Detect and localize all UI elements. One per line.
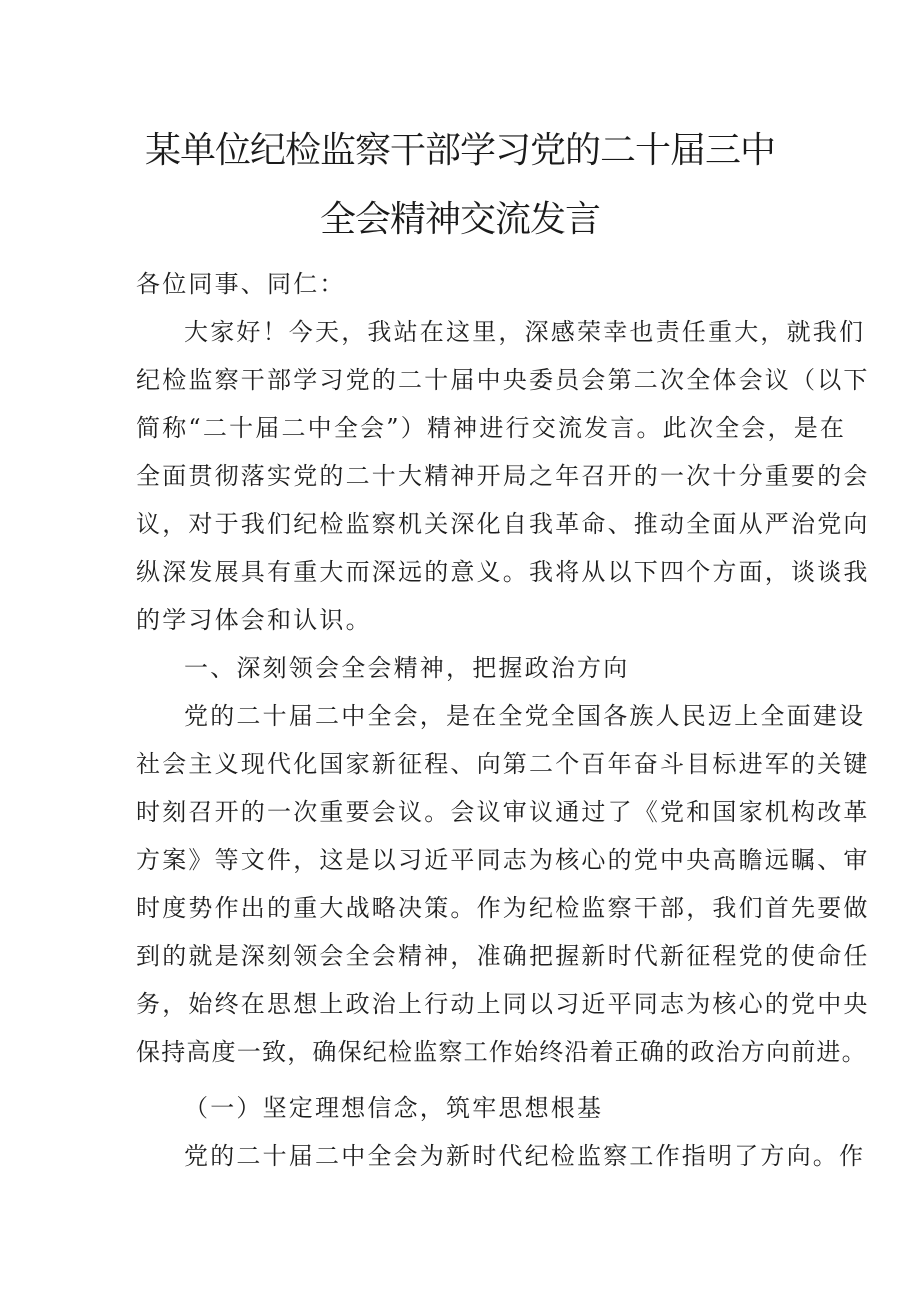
paragraph-line: 党的二十届二中全会，是在全党全国各族人民迈上全面建设 bbox=[184, 702, 866, 730]
paragraph-line: 时度势作出的重大战略决策。作为纪检监察干部，我们首先要做 bbox=[136, 894, 870, 922]
paragraph-line: 务，始终在思想上政治上行动上同以习近平同志为核心的党中央 bbox=[136, 990, 870, 1018]
paragraph-line: 到的就是深刻领会全会精神，准确把握新时代新征程党的使命任 bbox=[136, 942, 870, 970]
paragraph-line: 纪检监察干部学习党的二十届中央委员会第二次全体会议（以下 bbox=[136, 366, 870, 394]
paragraph-line: 议，对于我们纪检监察机关深化自我革命、推动全面从严治党向 bbox=[136, 510, 870, 538]
document-title-line-1: 某单位纪检监察干部学习党的二十届三中 bbox=[144, 130, 775, 171]
paragraph-line: 社会主义现代化国家新征程、向第二个百年奋斗目标进军的关键 bbox=[136, 750, 870, 778]
paragraph-line: 保持高度一致，确保纪检监察工作始终沿着正确的政治方向前进。 bbox=[136, 1038, 867, 1066]
paragraph-line: 时刻召开的一次重要会议。会议审议通过了《党和国家机构改革 bbox=[136, 798, 870, 826]
paragraph-line: 方案》等文件，这是以习近平同志为核心的党中央高瞻远瞩、审 bbox=[136, 846, 870, 874]
document-title-line-2: 全会精神交流发言 bbox=[319, 199, 600, 240]
paragraph-line: 简称“二十届二中全会”）精神进行交流发言。此次全会，是在 bbox=[136, 414, 847, 442]
subsection-heading-1: （一）坚定理想信念，筑牢思想根基 bbox=[184, 1094, 604, 1122]
paragraph-line: 纵深发展具有重大而深远的意义。我将从以下四个方面，谈谈我 bbox=[136, 558, 870, 586]
paragraph-line: 党的二十届二中全会为新时代纪检监察工作指明了方向。作 bbox=[184, 1142, 866, 1170]
paragraph-line: 大家好！今天，我站在这里，深感荣幸也责任重大，就我们 bbox=[184, 318, 866, 346]
greeting: 各位同事、同仁： bbox=[136, 270, 346, 298]
paragraph-line: 全面贯彻落实党的二十大精神开局之年召开的一次十分重要的会 bbox=[136, 462, 870, 490]
paragraph-line: 的学习体会和认识。 bbox=[136, 606, 372, 634]
section-heading-1: 一、深刻领会全会精神，把握政治方向 bbox=[184, 654, 630, 682]
